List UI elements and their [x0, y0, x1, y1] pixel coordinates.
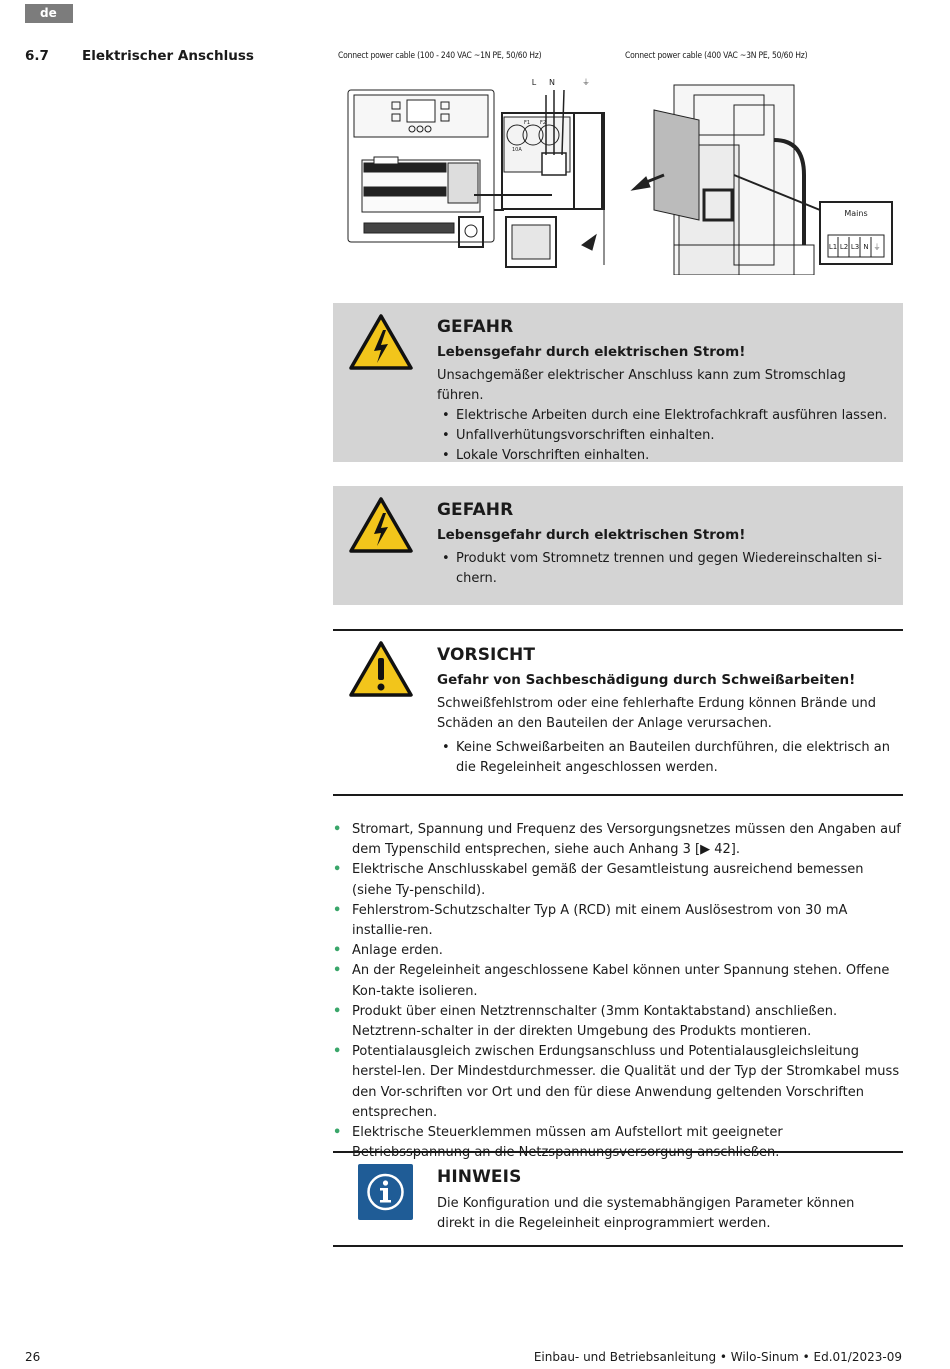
terminal-label-n: N	[863, 243, 869, 251]
caution-title: VORSICHT	[437, 645, 536, 665]
fuse-label-f1: F1	[524, 120, 531, 126]
list-item: • Produkt über einen Netztrennschalter (3mm Kontaktabstand) anschließen. Netztrenn-schalter in der direkten Umgebung des Produkts montieren.	[333, 1002, 903, 1042]
wire-label-earth: ⏚	[582, 78, 590, 87]
electric-hazard-icon	[348, 313, 414, 371]
danger-notice-1	[333, 303, 903, 462]
list-item: • Fehlerstrom-Schutzschalter Typ A (RCD) mit einem Auslösestrom von 30 mA installie-ren.	[333, 901, 903, 941]
mains-label: Mains	[844, 209, 868, 218]
list-item: • Elektrische Steuerklemmen müssen am Aufstellort mit geeigneter Betriebsspannung an die Netzspannungsversorgung anschließen.	[333, 1123, 903, 1163]
page-number: 26	[25, 1350, 41, 1364]
danger-list	[437, 406, 893, 466]
figure-caption-left: Connect power cable (100 - 240 VAC ~1N PE, 50/60 Hz)	[338, 51, 542, 61]
list-item: • Unfallverhütungsvorschriften einhalten.	[437, 426, 893, 446]
caution-list	[437, 738, 893, 778]
notice-text: Die Konfiguration und die systemabhängigen Parameter können direkt in die Regeleinheit einprogrammiert werden.	[437, 1196, 855, 1231]
danger-subtitle: Lebensgefahr durch elektrischen Strom!	[437, 527, 746, 543]
terminal-label-l2: L2	[839, 243, 849, 251]
control-unit-drawing	[348, 90, 494, 247]
section-title: Elektrischer Anschluss	[82, 48, 254, 64]
list-item: • An der Regeleinheit angeschlossene Kabel können unter Spannung stehen. Offene Kon-takte isolieren.	[333, 961, 903, 1001]
danger-notice-2	[333, 486, 903, 605]
wiring-figure	[334, 45, 904, 275]
terminal-label-earth: ⏚	[873, 243, 881, 251]
list-item: • Keine Schweißarbeiten an Bauteilen durchführen, die elektrisch an die Regeleinheit angeschlossen werden.	[437, 738, 893, 778]
language-tab: de	[25, 4, 73, 23]
electric-hazard-icon	[348, 496, 414, 554]
caution-subtitle: Gefahr von Sachbeschädigung durch Schweißarbeiten!	[437, 672, 856, 688]
info-notice	[333, 1151, 903, 1247]
warning-exclamation-icon	[348, 640, 414, 698]
list-item: • Lokale Vorschriften einhalten.	[437, 446, 893, 466]
wire-label-n: N	[549, 78, 555, 87]
section-number: 6.7	[25, 48, 49, 64]
fuse-label-f2: F2	[540, 120, 547, 126]
caution-text: Schweißfehlstrom oder eine fehlerhafte Erdung können Brände und Schäden an den Bauteilen der Anlage verursachen.	[437, 696, 877, 731]
footer-text: Einbau- und Betriebsanleitung • Wilo-Sinum • Ed.01/2023-09	[533, 1350, 902, 1364]
figure-caption-right: Connect power cable (400 VAC ~3N PE, 50/60 Hz)	[625, 51, 808, 61]
terminal-label-l3: L3	[850, 243, 860, 251]
list-item: • Potentialausgleich zwischen Erdungsanschluss und Potentialausgleichsleitung herstel-len. Der Mindestdurchmesser. die Qualität und der Typ der Stromkabel muss den Vor-schriften vor Ort und den für diese Anwendung geltenden Vorschriften entsprechen.	[333, 1042, 903, 1123]
list-item: • Anlage erden.	[333, 941, 903, 961]
list-item: • Produkt vom Stromnetz trennen und gegen Wiedereinschalten si-chern.	[437, 549, 893, 589]
danger-title: GEFAHR	[437, 317, 514, 337]
danger-list	[437, 549, 893, 589]
danger-text: Unsachgemäßer elektrischer Anschluss kann zum Stromschlag führen.	[437, 368, 846, 403]
wire-label-l: L	[531, 78, 537, 87]
danger-title: GEFAHR	[437, 500, 514, 520]
list-item: • Elektrische Arbeiten durch eine Elektrofachkraft ausführen lassen.	[437, 406, 893, 426]
caution-notice	[333, 629, 903, 796]
list-item: • Stromart, Spannung und Frequenz des Versorgungsnetzes müssen den Angaben auf dem Typenschild entsprechen, siehe auch Anhang 3 [▶ 42].	[333, 820, 903, 860]
info-icon	[358, 1164, 413, 1220]
notice-title: HINWEIS	[437, 1167, 522, 1187]
pump-unit-drawing	[632, 85, 820, 275]
list-item: • Elektrische Anschlusskabel gemäß der Gesamtleistung ausreichend bemessen (siehe Ty-penschild).	[333, 860, 903, 900]
fuse-label-10a: 10A	[512, 147, 522, 153]
terminal-label-l1: L1	[828, 243, 838, 251]
requirements-list	[333, 820, 903, 1163]
danger-subtitle: Lebensgefahr durch elektrischen Strom!	[437, 344, 746, 360]
fuse-box-drawing	[502, 90, 604, 267]
wiring-drawing	[334, 45, 904, 275]
